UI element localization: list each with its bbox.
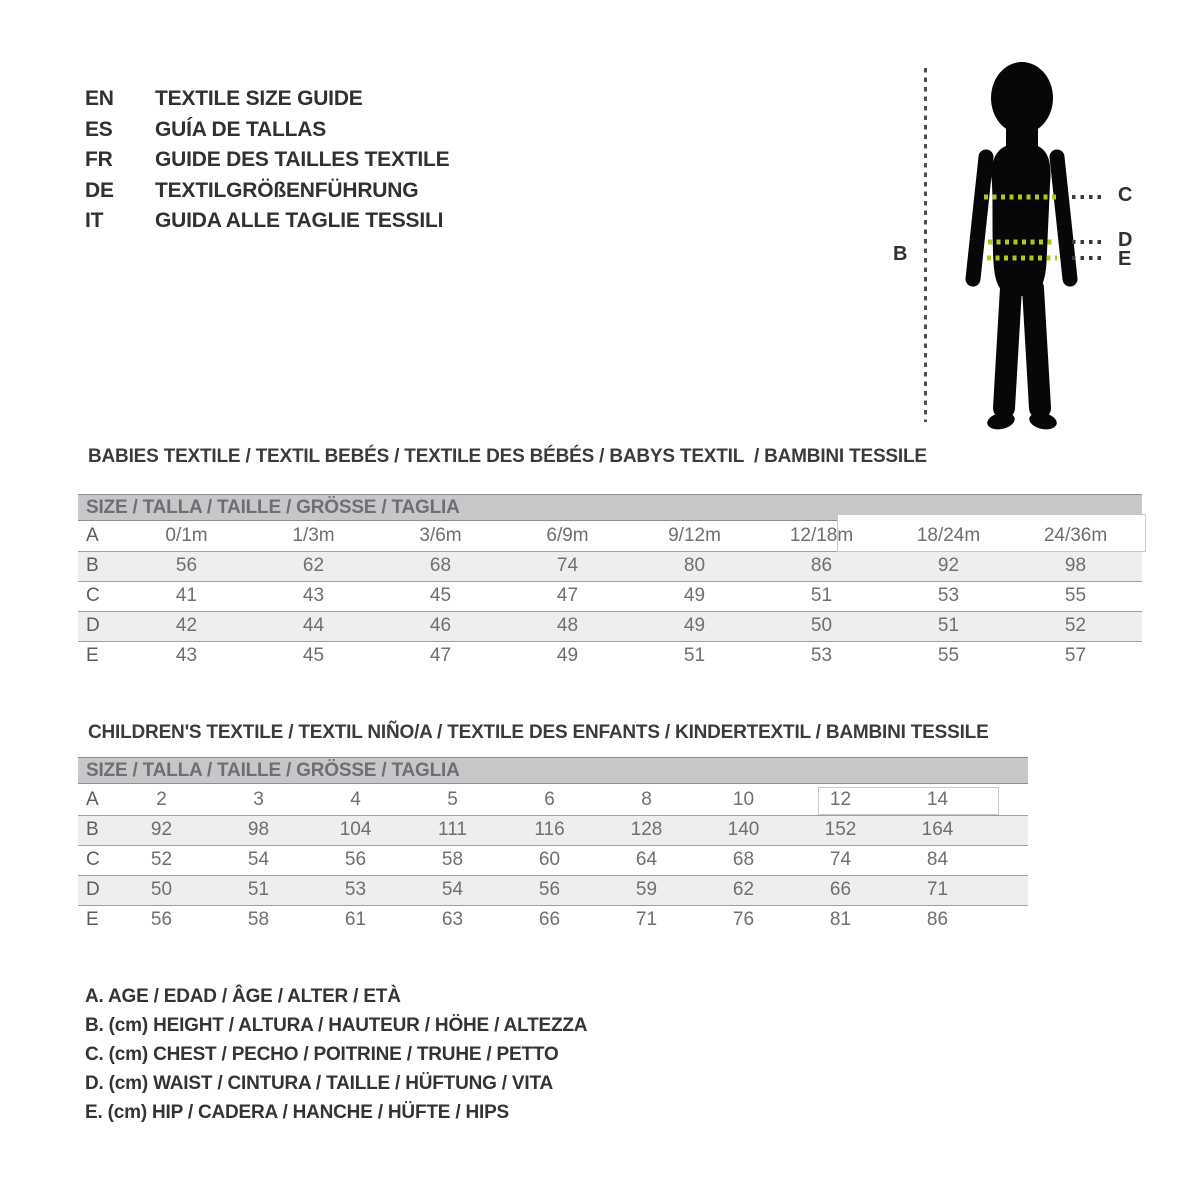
size-value-cell: 56 xyxy=(501,875,598,905)
size-value-cell: 12 xyxy=(829,788,852,810)
size-value-cell: 58 xyxy=(441,849,464,870)
size-value-cell: 86 xyxy=(758,551,885,581)
measurement-legend xyxy=(85,982,587,1127)
language-code: IT xyxy=(85,209,104,233)
size-value-cell: 49 xyxy=(631,611,758,641)
legend-line: B. (cm) HEIGHT / ALTURA / HAUTEUR / HÖHE / ALTEZZA xyxy=(85,1015,588,1036)
language-code: EN xyxy=(85,87,114,111)
size-value-cell: 3/6m xyxy=(419,524,462,546)
size-value-cell: 53 xyxy=(810,645,833,667)
size-value-cell: 6/9m xyxy=(546,524,589,546)
size-value-cell: 53 xyxy=(307,875,404,905)
size-value-cell: 47 xyxy=(556,585,579,606)
size-value-cell: 86 xyxy=(926,909,949,931)
filler-cell xyxy=(1139,641,1142,671)
row-label: A xyxy=(86,524,99,546)
height-dotted-line xyxy=(924,68,927,422)
waist-measure-label: D xyxy=(1118,229,1133,251)
hip-measure-label: E xyxy=(1118,248,1132,270)
size-value-cell: 61 xyxy=(344,909,367,931)
size-value-cell: 49 xyxy=(683,585,706,606)
language-row xyxy=(85,206,449,237)
language-code: DE xyxy=(85,178,114,202)
filler-cell xyxy=(1139,611,1142,641)
filler-cell xyxy=(986,905,1028,935)
size-table-row xyxy=(78,875,1028,905)
size-value-cell: 66 xyxy=(538,909,561,931)
height-measure-label: B xyxy=(893,243,908,265)
size-value-cell: 84 xyxy=(926,849,949,870)
size-value-cell: 164 xyxy=(889,815,986,845)
row-label: B xyxy=(78,815,113,845)
legend-line: A. AGE / EDAD / ÂGE / ALTER / ETÀ xyxy=(85,986,401,1007)
language-guide-title: TEXTILGRÖßENFÜHRUNG xyxy=(155,178,419,202)
size-value-cell: 52 xyxy=(1012,611,1139,641)
size-value-cell: 58 xyxy=(247,909,270,931)
size-value-cell: 48 xyxy=(504,611,631,641)
size-value-cell: 71 xyxy=(889,875,986,905)
size-value-cell: 76 xyxy=(732,909,755,931)
size-value-cell: 12/18m xyxy=(789,524,854,546)
size-value-cell: 59 xyxy=(598,875,695,905)
language-guide-title: TEXTILE SIZE GUIDE xyxy=(155,87,363,111)
size-value-cell: 24/36m xyxy=(1043,524,1108,546)
silhouette-body xyxy=(973,62,1070,432)
size-value-cell: 140 xyxy=(695,815,792,845)
size-value-cell: 4 xyxy=(350,788,361,810)
size-value-cell: 45 xyxy=(302,645,325,667)
size-value-cell: 52 xyxy=(150,849,173,870)
row-label: D xyxy=(78,611,123,641)
size-value-cell: 51 xyxy=(810,585,833,606)
filler-cell xyxy=(986,875,1028,905)
size-value-cell: 64 xyxy=(635,849,658,870)
size-value-cell: 10 xyxy=(732,788,755,810)
size-table-row xyxy=(78,815,1028,845)
size-table-row xyxy=(78,611,1142,641)
size-value-cell: 43 xyxy=(175,645,198,667)
filler-cell xyxy=(986,815,1028,845)
size-value-cell: 55 xyxy=(937,645,960,667)
row-label: C xyxy=(86,849,100,870)
size-value-cell: 68 xyxy=(732,849,755,870)
size-value-cell: 3 xyxy=(253,788,264,810)
size-value-cell: 74 xyxy=(504,551,631,581)
size-value-cell: 98 xyxy=(210,815,307,845)
size-value-cell: 62 xyxy=(250,551,377,581)
size-value-cell: 92 xyxy=(885,551,1012,581)
size-table-row xyxy=(78,551,1142,581)
language-title-block xyxy=(85,84,449,237)
size-value-cell: 71 xyxy=(635,909,658,931)
size-value-cell: 152 xyxy=(792,815,889,845)
size-value-cell: 104 xyxy=(307,815,404,845)
size-table-row xyxy=(78,905,1028,935)
size-value-cell: 60 xyxy=(538,849,561,870)
children-table-title: CHILDREN'S TEXTILE / TEXTIL NIÑO/A / TEXTILE DES ENFANTS / KINDERTEXTIL / BAMBINI TESSILE xyxy=(88,722,989,743)
size-value-cell: 57 xyxy=(1064,645,1087,667)
legend-line: E. (cm) HIP / CADERA / HANCHE / HÜFTE / HIPS xyxy=(85,1102,510,1123)
size-value-cell: 80 xyxy=(631,551,758,581)
filler-cell xyxy=(1139,581,1142,611)
size-table-row xyxy=(78,581,1142,611)
size-value-cell: 1/3m xyxy=(292,524,335,546)
language-row xyxy=(85,115,449,146)
size-value-cell: 63 xyxy=(441,909,464,931)
language-row xyxy=(85,84,449,115)
size-value-cell: 47 xyxy=(429,645,452,667)
size-value-cell: 51 xyxy=(210,875,307,905)
legend-line: D. (cm) WAIST / CINTURA / TAILLE / HÜFTUNG / VITA xyxy=(85,1073,553,1094)
size-value-cell: 51 xyxy=(885,611,1012,641)
row-label: D xyxy=(78,875,113,905)
language-code: FR xyxy=(85,148,113,172)
children-selection-outline xyxy=(818,787,999,815)
row-label: A xyxy=(86,788,99,810)
language-code: ES xyxy=(85,117,113,141)
size-value-cell: 50 xyxy=(758,611,885,641)
size-value-cell: 51 xyxy=(683,645,706,667)
babies-table-header: SIZE / TALLA / TAILLE / GRÖSSE / TAGLIA xyxy=(78,494,1142,521)
size-value-cell: 6 xyxy=(544,788,555,810)
size-value-cell: 54 xyxy=(404,875,501,905)
size-value-cell: 50 xyxy=(113,875,210,905)
size-value-cell: 44 xyxy=(250,611,377,641)
size-value-cell: 92 xyxy=(113,815,210,845)
size-value-cell: 56 xyxy=(123,551,250,581)
size-value-cell: 116 xyxy=(501,815,598,845)
size-table-row xyxy=(78,641,1142,671)
language-row xyxy=(85,176,449,207)
size-value-cell: 56 xyxy=(150,909,173,931)
filler-cell xyxy=(1139,551,1142,581)
size-value-cell: 46 xyxy=(377,611,504,641)
row-label: C xyxy=(86,585,100,606)
size-value-cell: 66 xyxy=(792,875,889,905)
row-label: B xyxy=(78,551,123,581)
filler-cell xyxy=(986,845,1028,875)
size-value-cell: 45 xyxy=(429,585,452,606)
language-guide-title: GUÍA DE TALLAS xyxy=(155,117,327,141)
size-value-cell: 55 xyxy=(1064,585,1087,606)
language-guide-title: GUIDA ALLE TAGLIE TESSILI xyxy=(155,209,444,233)
size-value-cell: 8 xyxy=(641,788,652,810)
size-value-cell: 43 xyxy=(302,585,325,606)
size-value-cell: 41 xyxy=(175,585,198,606)
size-value-cell: 53 xyxy=(937,585,960,606)
size-value-cell: 49 xyxy=(556,645,579,667)
language-guide-title: GUIDE DES TAILLES TEXTILE xyxy=(155,148,450,172)
size-value-cell: 14 xyxy=(926,788,949,810)
size-value-cell: 128 xyxy=(598,815,695,845)
row-label: E xyxy=(86,909,99,931)
child-silhouette xyxy=(948,56,1110,436)
language-row xyxy=(85,145,449,176)
babies-table-title: BABIES TEXTILE / TEXTIL BEBÉS / TEXTILE DES BÉBÉS / BABYS TEXTIL / BAMBINI TESSILE xyxy=(88,446,927,467)
size-value-cell: 2 xyxy=(156,788,167,810)
size-value-cell: 5 xyxy=(447,788,458,810)
size-value-cell: 42 xyxy=(123,611,250,641)
size-value-cell: 74 xyxy=(829,849,852,870)
size-value-cell: 18/24m xyxy=(916,524,981,546)
size-value-cell: 9/12m xyxy=(668,524,721,546)
size-value-cell: 0/1m xyxy=(165,524,208,546)
size-value-cell: 111 xyxy=(404,815,501,845)
size-value-cell: 68 xyxy=(377,551,504,581)
size-value-cell: 56 xyxy=(344,849,367,870)
size-value-cell: 98 xyxy=(1012,551,1139,581)
size-table-row xyxy=(78,845,1028,875)
children-table-header: SIZE / TALLA / TAILLE / GRÖSSE / TAGLIA xyxy=(78,757,1028,784)
row-label: E xyxy=(86,645,99,667)
chest-measure-label: C xyxy=(1118,184,1133,206)
legend-line: C. (cm) CHEST / PECHO / POITRINE / TRUHE / PETTO xyxy=(85,1044,559,1065)
size-value-cell: 62 xyxy=(695,875,792,905)
size-value-cell: 81 xyxy=(829,909,852,931)
size-value-cell: 54 xyxy=(247,849,270,870)
babies-selection-outline xyxy=(837,514,1146,552)
